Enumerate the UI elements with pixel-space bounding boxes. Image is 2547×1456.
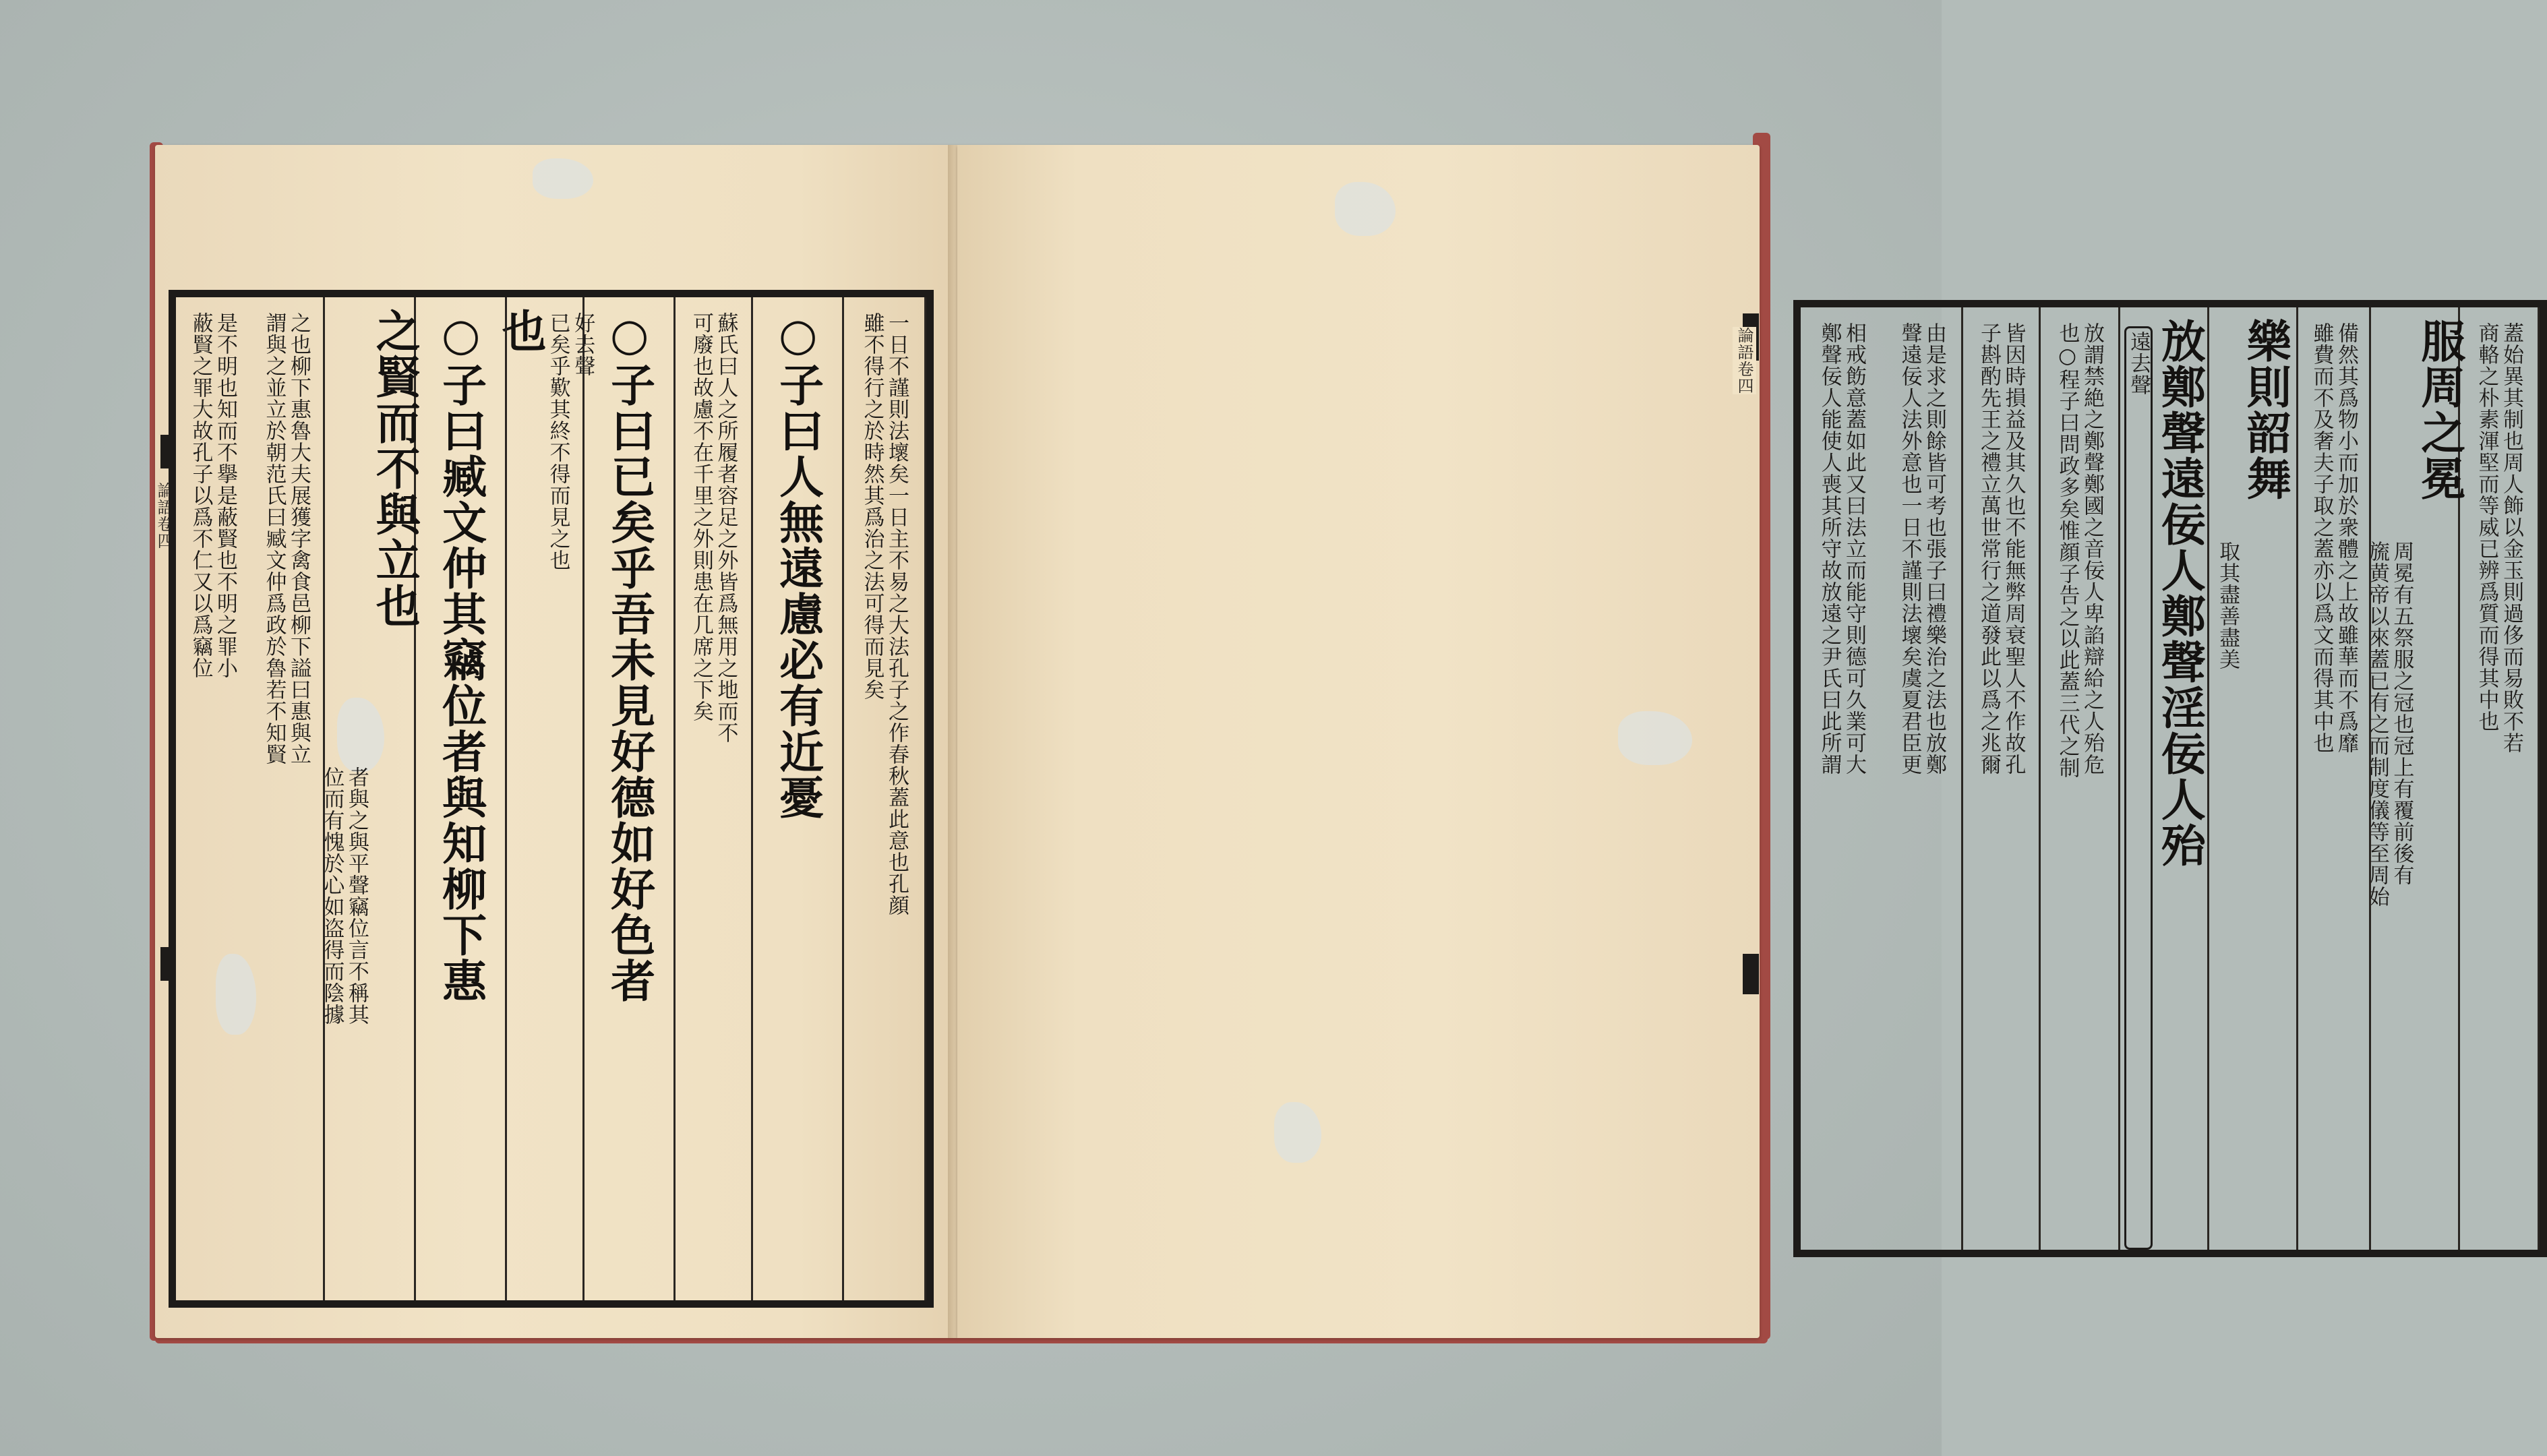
left-column-5 — [494, 297, 595, 1300]
wormhole-stain — [1274, 1102, 1321, 1163]
right-page-frame — [1793, 300, 2547, 1257]
right-page-margin-title: 論語卷四 — [1733, 327, 1756, 394]
left-page-frame — [169, 290, 934, 1308]
wormhole-stain — [1618, 711, 1692, 765]
column-heading: ○子曰臧文仲其竊位者與知柳下惠 — [434, 308, 487, 1004]
column-text: 雖不得行之於時然其爲治之法可得而見矣 — [860, 312, 885, 700]
column-heading: 樂則韶舞 — [2239, 318, 2292, 502]
left-column-2 — [753, 297, 844, 1300]
column-text: 是不明也知而不擧是蔽賢也不明之罪小 — [213, 312, 238, 679]
column-heading: 服周之冕 — [2413, 318, 2466, 502]
left-column-7 — [320, 297, 421, 1300]
left-column-3 — [676, 297, 753, 1300]
left-column-9 — [176, 297, 249, 1300]
left-column-1 — [844, 297, 926, 1300]
right-column-6 — [2041, 307, 2120, 1250]
reading-note-tag: 遠去聲 — [2124, 326, 2153, 1250]
right-column-5 — [2120, 307, 2209, 1250]
column-text: 鄭聲佞人能使人喪其所守故放遠之尹氏曰此所謂 — [1817, 322, 1842, 775]
column-heading: ○子曰人無遠慮必有近憂 — [771, 308, 825, 820]
column-text: 放謂禁絶之鄭聲鄭國之音佞人卑諂辯給之人殆危 — [2080, 322, 2105, 775]
column-text: 旒黄帝以來蓋已有之而制度儀等至周始 — [2364, 541, 2389, 907]
column-text: 相戒飭意蓋如此又曰法立而能守則德可久業可大 — [1842, 322, 1867, 775]
column-text: 由是求之則餘皆可考也張子曰禮樂治之法也放鄭 — [1922, 322, 1947, 775]
column-text: 之也柳下惠魯大夫展獲字禽食邑柳下謚曰惠與立 — [287, 312, 311, 765]
column-text: 者與之與平聲竊位言不稱其 — [344, 766, 369, 1025]
left-page — [155, 145, 957, 1338]
column-text: 蓋始異其制也周人飾以金玉則過侈而易敗不若 — [2499, 322, 2524, 754]
column-text: 商輅之朴素渾堅而等威已辨爲質而得其中也 — [2474, 322, 2499, 732]
column-text: 周冕有五祭服之冠也冠上有覆前後有 — [2389, 541, 2414, 886]
column-heading: ○子曰已矣乎吾未見好德如好色者 — [603, 308, 656, 1004]
column-text: 子斟酌先王之禮立萬世常行之道發此以爲之兆爾 — [1977, 322, 2001, 775]
column-text: 皆因時損益及其久也不能無弊周衰聖人不作故孔 — [2001, 322, 2026, 775]
right-column-9 — [1801, 307, 1882, 1250]
column-text: 雖費而不及奢夫子取之蓋亦以爲文而得其中也 — [2309, 322, 2334, 754]
left-column-6 — [416, 297, 507, 1300]
column-text: 蔽賢之罪大故孔子以爲不仁又以爲竊位 — [188, 312, 213, 679]
right-column-1 — [2460, 307, 2540, 1250]
right-column-4 — [2209, 307, 2298, 1250]
column-text: 謂與之並立於朝范氏曰臧文仲爲政於魯若不知賢 — [262, 312, 287, 765]
column-text: 已矣乎歎其終不得而見之也 — [545, 312, 570, 571]
right-column-7 — [1963, 307, 2041, 1250]
column-text: 可廢也故慮不在千里之外則患在几席之下矣 — [689, 312, 713, 722]
open-book — [154, 138, 2524, 1345]
left-column-8 — [249, 297, 325, 1300]
column-text: 位而有愧於心如盗得而陰據 — [320, 766, 344, 1025]
right-column-2 — [2364, 307, 2466, 1250]
column-heading: 也 — [494, 308, 547, 354]
column-text: 好去聲 — [570, 312, 595, 377]
wormhole-stain — [533, 158, 593, 199]
wormhole-stain — [1335, 182, 1396, 236]
left-column-4 — [585, 297, 676, 1300]
column-text: 也○程子曰問政多矣惟顔子告之以此蓋三代之制 — [2055, 322, 2080, 779]
left-page-margin-title: 論語卷四 — [154, 482, 173, 549]
right-page — [957, 145, 2524, 1338]
column-text: 一日不謹則法壞矣一日主不易之大法孔子之作春秋蓋此意也孔顔 — [885, 312, 909, 916]
right-column-8 — [1882, 307, 1963, 1250]
column-text: 聲遠佞人法外意也一日不謹則法壞矣虞夏君臣更 — [1897, 322, 1922, 775]
column-text: 取其盡善盡美 — [2215, 541, 2240, 670]
column-heading: 放鄭聲遠佞人鄭聲淫佞人殆 — [2153, 318, 2207, 868]
right-column-3 — [2298, 307, 2371, 1250]
column-text: 蘇氏曰人之所履者容足之外皆爲無用之地而不 — [713, 312, 738, 744]
column-heading: 之賢而不與立也 — [368, 308, 421, 629]
frame-tab-marker — [1743, 954, 1759, 994]
column-text: 備然其爲物小而加於衆體之上故雖華而不爲靡 — [2334, 322, 2359, 754]
